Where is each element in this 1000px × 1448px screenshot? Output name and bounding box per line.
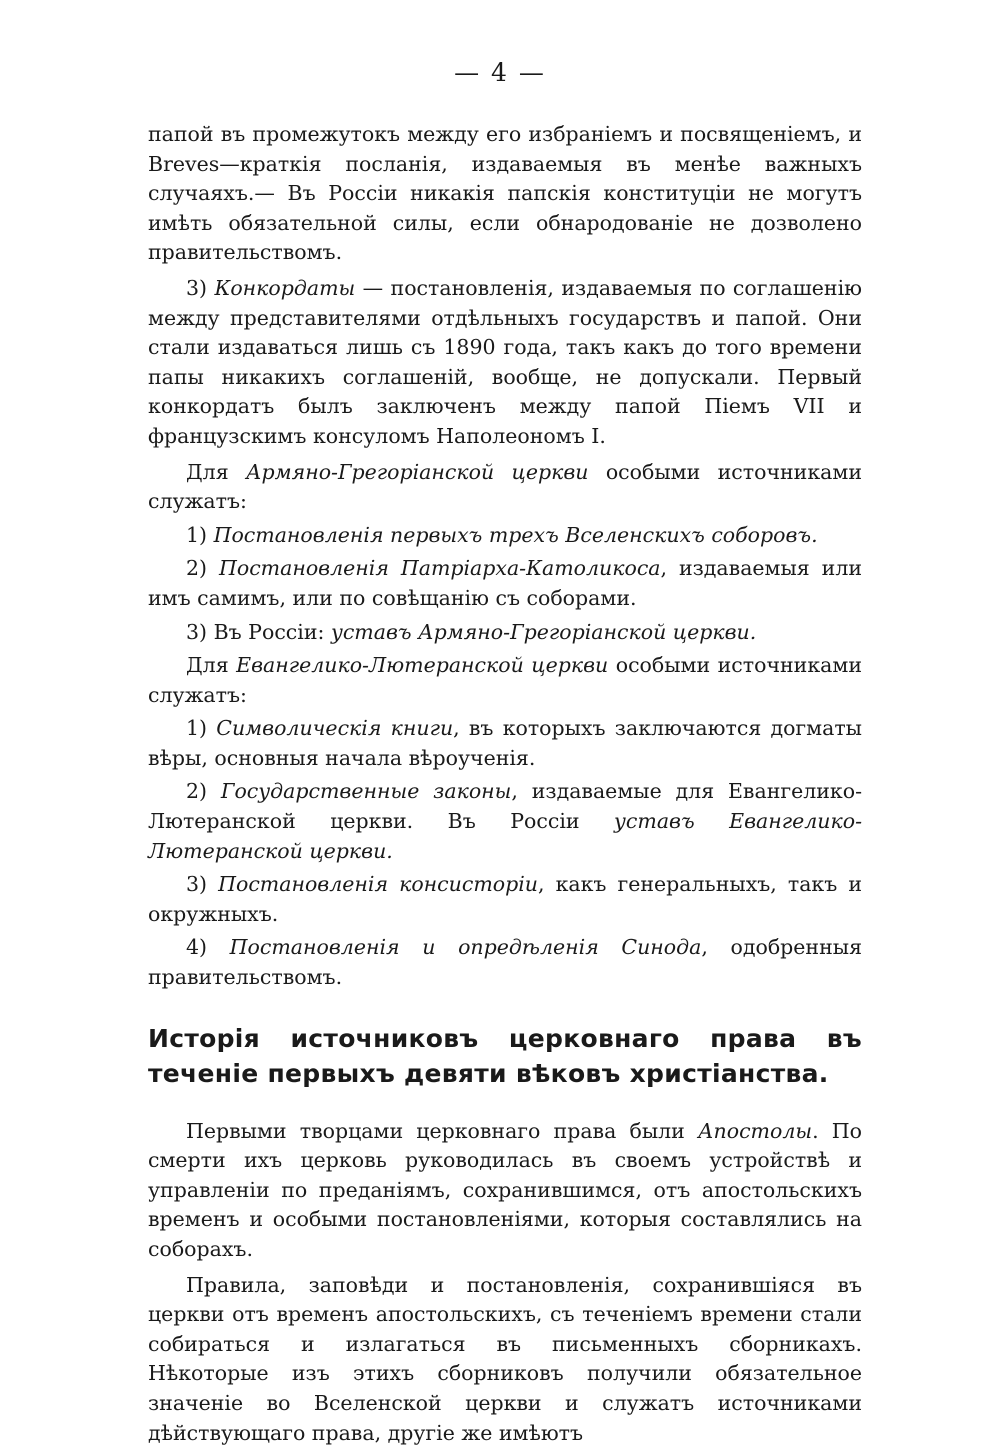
lutheran-item-4: 4) Постановленія и опредѣленія Синода, одобренныя правительствомъ.	[148, 935, 862, 990]
lutheran-item-1: 1) Символическія книги, въ которыхъ заключаются догматы вѣры, основныя начала вѣроученія.	[148, 716, 862, 770]
term-concordats: Конкордаты	[214, 275, 356, 300]
section-heading: Исторія источниковъ церковнаго права въ теченіе первыхъ девяти вѣковъ христіанства.	[148, 1023, 862, 1088]
history-paragraph-1: Первыми творцами церковнаго права были Апостолы. По смерти ихъ церковь руководилась въ своемъ устройствѣ и управленіи по преданіямъ, сохранившимся, отъ апостольскихъ временъ и особыми постановленіями, которыя составлялись на соборахъ.	[148, 1118, 862, 1261]
armenian-item-2: 2) Постановленія Патріарха-Католикоса, издаваемыя или имъ самимъ, или по совѣщанію съ соборами.	[148, 556, 863, 610]
term-lutheran-church: Евангелико-Лютеранской церкви	[236, 653, 609, 678]
page-body	[148, 120, 862, 1448]
page-number: — 4 —	[454, 58, 546, 87]
armenian-intro: Для Армяно-Грегоріанской церкви особыми источниками служатъ:	[148, 459, 862, 514]
armenian-item-3: 3) Въ Россіи: уставъ Армяно-Грегоріанской церкви.	[186, 619, 757, 644]
paragraph-concordats: 3) Конкордаты — постановленія, издаваемыя по соглашенію между представителями отдѣльныхъ государствъ и папой. Они стали издаваться лишь съ 1890 года, такъ какъ до того времени папы никакихъ соглашеній, вообще, не допускали. Первый конкордатъ былъ заключенъ между папой Піемъ VII и французскимъ консуломъ Наполеономъ I.	[148, 275, 862, 448]
lutheran-intro: Для Евангелико-Лютеранской церкви особыми источниками служатъ:	[148, 653, 862, 707]
term-armenian-church: Армяно-Грегоріанской церкви	[245, 459, 589, 484]
lutheran-item-3: 3) Постановленія консисторіи, какъ генеральныхъ, такъ и окружныхъ.	[148, 872, 862, 926]
history-paragraph-2: Правила, заповѣди и постановленія, сохранившіяся въ церкви отъ временъ апостольскихъ, съ теченіемъ времени стали собираться и излагаться въ письменныхъ сборникахъ. Нѣкоторые изъ этихъ сборниковъ получили обязательное значеніе во Вселенской церкви и служатъ источниками дѣйствующаго права, другіе же имѣютъ	[148, 1272, 862, 1445]
term-apostles: Апостолы	[698, 1118, 813, 1143]
lutheran-item-2: 2) Государственные законы, издаваемые для Евангелико-Лютеранской церкви. Въ Россіи уставъ Евангелико-Лютеранской церкви.	[148, 779, 863, 863]
paragraph-papal-documents: папой въ промежутокъ между его избраніемъ и посвященіемъ, и Breves—краткія посланія, издаваемыя въ менѣе важныхъ случаяхъ.— Въ Россіи никакія папскія конституціи не могутъ имѣть обязательной силы, если обнародованіе не дозволено правительствомъ.	[148, 122, 862, 265]
armenian-item-1: 1) Постановленія первыхъ трехъ Вселенскихъ соборовъ.	[186, 522, 818, 547]
